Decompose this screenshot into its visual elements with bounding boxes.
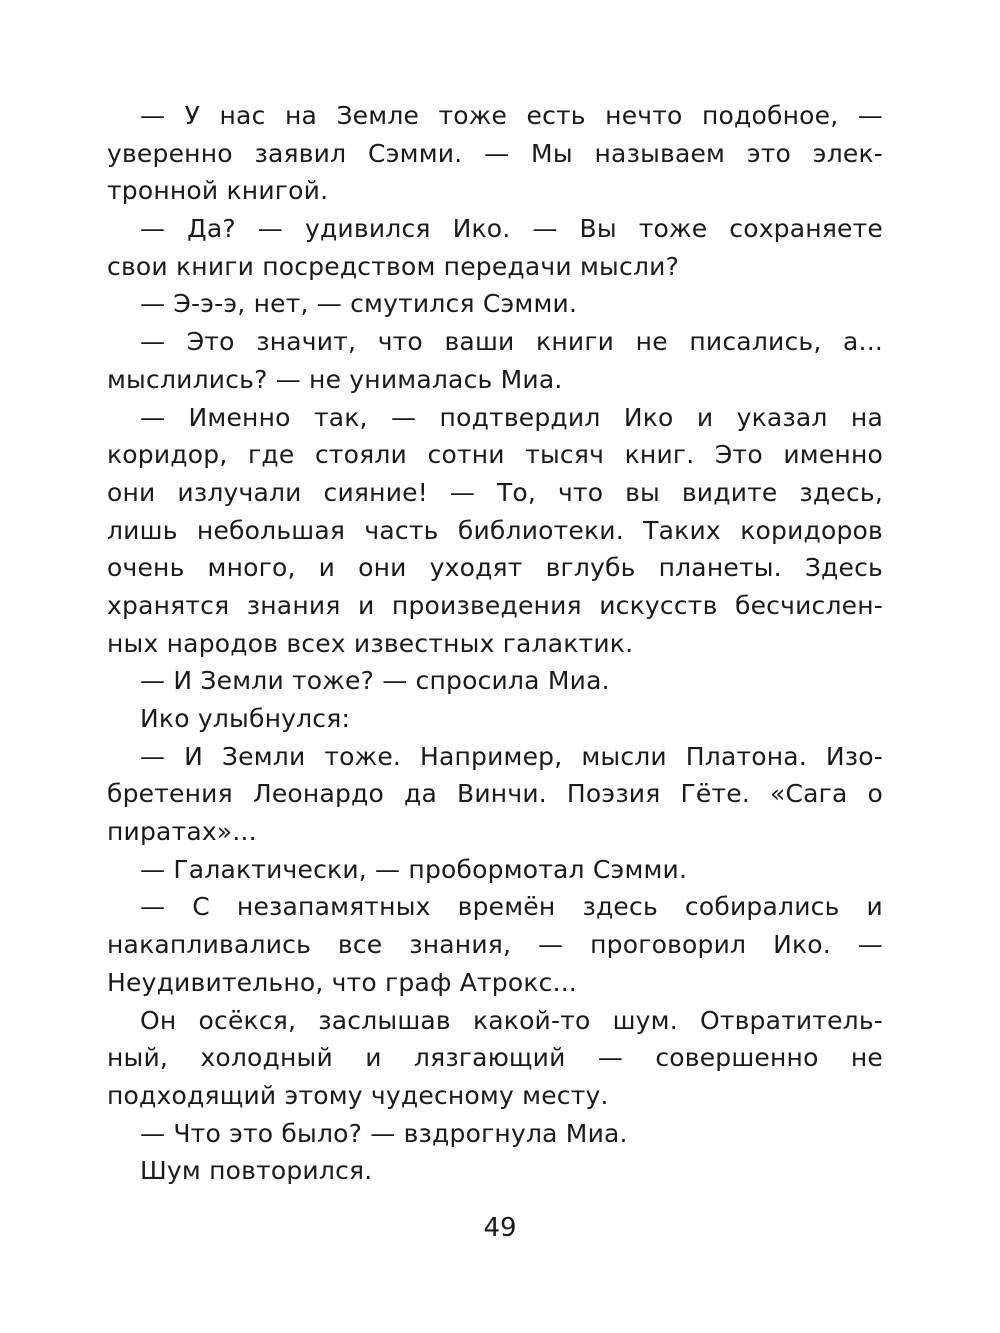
text-line: пиратах»... xyxy=(107,817,257,847)
text-line: ных народов всех известных галактик. xyxy=(107,628,634,658)
text-line: — Это значит, что ваши книги не писались, а... xyxy=(140,327,883,357)
text-line: — И Земли тоже. Например, мысли Платона. Изо- xyxy=(140,741,883,771)
text-line: хранятся знания и произведения искусств бесчислен- xyxy=(107,590,883,620)
text-line: Он осёкся, заслышав какой-то шум. Отвратитель- xyxy=(140,1005,883,1035)
text-line: уверенно заявил Сэмми. — Мы называем это элек- xyxy=(107,138,883,168)
text-line: — Галактически, — пробормотал Сэмми. xyxy=(140,854,688,884)
text-line: — Э-э-э, нет, — смутился Сэмми. xyxy=(140,289,578,319)
text-line: — У нас на Земле тоже есть нечто подобное, — xyxy=(140,101,883,130)
text-line: мыслились? — не унималась Миа. xyxy=(107,364,563,394)
text-line: лишь небольшая часть библиотеки. Таких коридоров xyxy=(107,515,883,545)
text-line: тронной книгой. xyxy=(107,176,329,206)
text-line: — С незапамятных времён здесь собирались и xyxy=(140,892,883,922)
text-line: накапливались все знания, — проговорил Ико. — xyxy=(107,930,883,960)
text-line: подходящий этому чудесному месту. xyxy=(107,1080,609,1110)
text-line: ный, холодный и лязгающий — совершенно не xyxy=(107,1043,883,1073)
text-line: — И Земли тоже? — спросила Миа. xyxy=(140,666,610,696)
text-line: — Что это было? — вздрогнула Миа. xyxy=(140,1118,628,1148)
page-number: 49 xyxy=(483,1213,517,1243)
text-line: — Именно так, — подтвердил Ико и указал на xyxy=(140,402,883,432)
text-line: бретения Леонардо да Винчи. Поэзия Гёте. «Сага о xyxy=(107,779,883,809)
text-line: Ико улыбнулся: xyxy=(140,704,351,733)
page-body-text xyxy=(107,97,883,1190)
text-line: Шум повторился. xyxy=(140,1156,373,1186)
text-line: свои книги посредством передачи мысли? xyxy=(107,251,680,281)
text-line: — Да? — удивился Ико. — Вы тоже сохраняете xyxy=(140,214,883,244)
text-line: Неудивительно, что граф Атрокс... xyxy=(107,967,578,997)
text-line: коридор, где стояли сотни тысяч книг. Это именно xyxy=(107,440,883,470)
text-line: очень много, и они уходят вглубь планеты. Здесь xyxy=(107,553,883,583)
text-line: они излучали сияние! — То, что вы видите здесь, xyxy=(107,477,883,507)
